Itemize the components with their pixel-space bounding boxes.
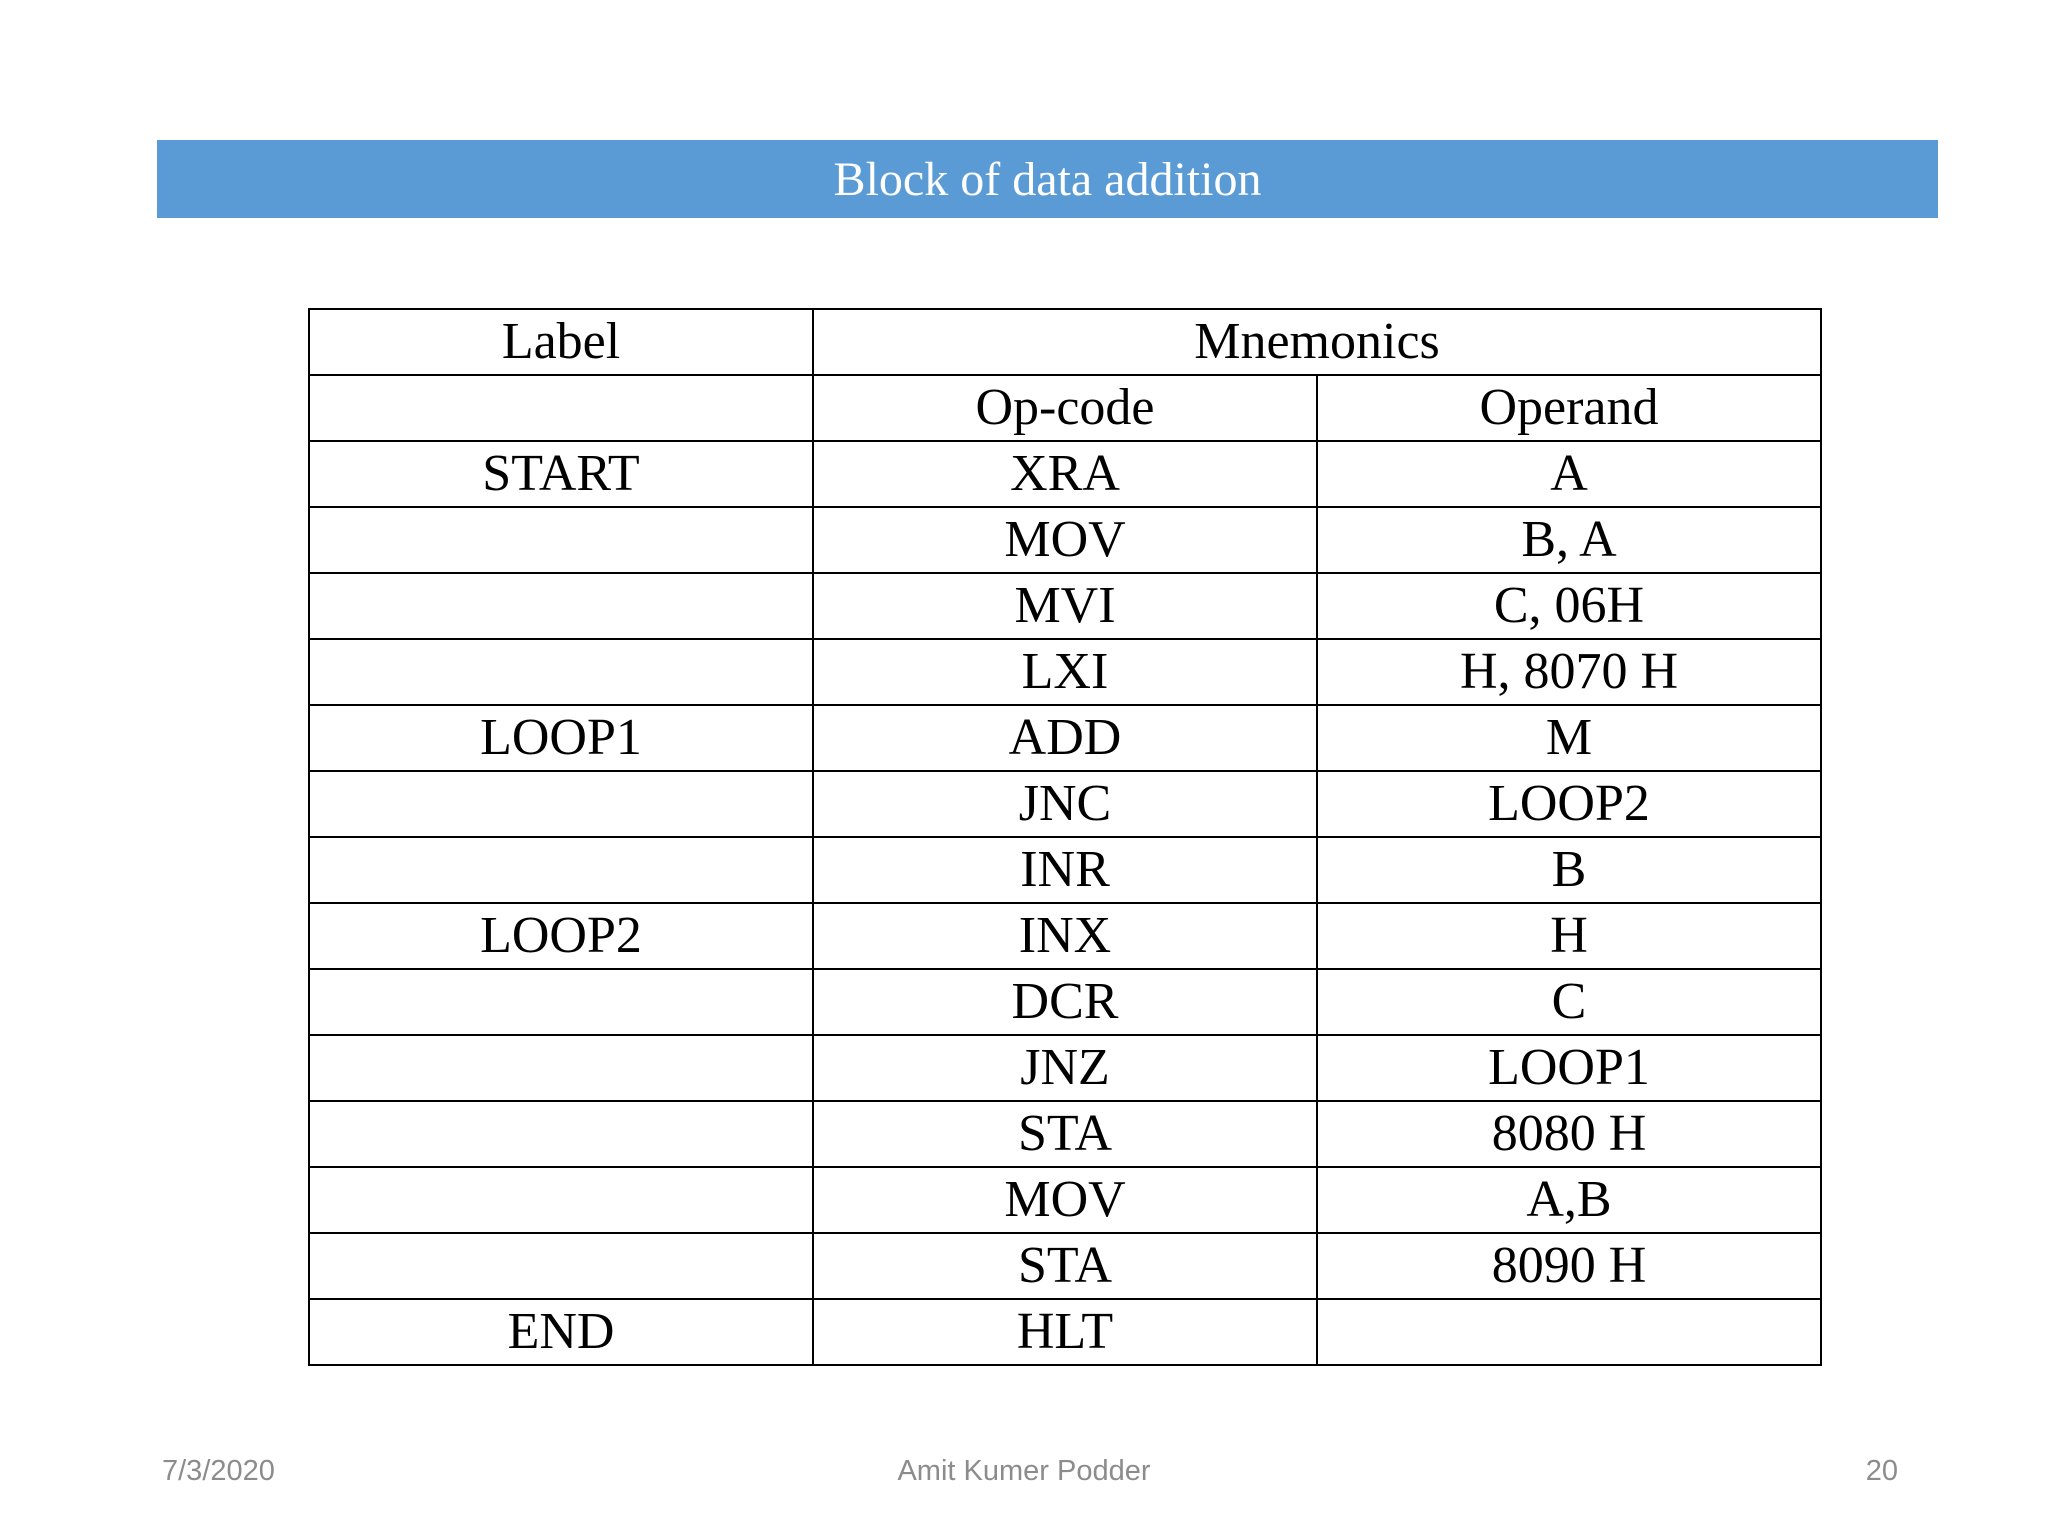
table-row [309,1233,1821,1299]
table-row [309,639,1821,705]
cell-opcode: LXI [813,639,1317,705]
cell-opcode: ADD [813,705,1317,771]
cell-label [309,771,813,837]
footer-page-number: 20 [1865,1455,1898,1487]
header-row-sub [309,375,1821,441]
cell-operand: 8090 H [1317,1233,1821,1299]
cell-operand: B [1317,837,1821,903]
cell-label: END [309,1299,813,1365]
cell-label [309,969,813,1035]
cell-label [309,573,813,639]
cell-operand: LOOP2 [1317,771,1821,837]
cell-operand: C [1317,969,1821,1035]
cell-opcode: MOV [813,1167,1317,1233]
header-label-empty [309,375,813,441]
slide-title: Block of data addition [833,152,1262,206]
cell-opcode: HLT [813,1299,1317,1365]
header-row-main [309,309,1821,375]
cell-label [309,639,813,705]
footer-author: Amit Kumer Podder [897,1455,1151,1487]
cell-operand: B, A [1317,507,1821,573]
header-operand: Operand [1317,375,1821,441]
cell-opcode: INR [813,837,1317,903]
assembly-code-table [308,308,1822,1366]
table-row [309,507,1821,573]
cell-operand: M [1317,705,1821,771]
cell-label: LOOP1 [309,705,813,771]
table-body [309,309,1821,1365]
table-row [309,771,1821,837]
cell-opcode: STA [813,1233,1317,1299]
table-row [309,1167,1821,1233]
table-row [309,837,1821,903]
cell-opcode: XRA [813,441,1317,507]
cell-operand [1317,1299,1821,1365]
cell-label [309,1035,813,1101]
cell-operand: C, 06H [1317,573,1821,639]
footer-date: 7/3/2020 [162,1455,275,1487]
table-row [309,903,1821,969]
cell-label: LOOP2 [309,903,813,969]
header-label: Label [309,309,813,375]
slide-title-bar [157,140,1938,218]
cell-opcode: MOV [813,507,1317,573]
cell-operand: A [1317,441,1821,507]
table-row [309,1101,1821,1167]
table-row [309,1299,1821,1365]
cell-operand: H [1317,903,1821,969]
cell-operand: H, 8070 H [1317,639,1821,705]
header-mnemonics: Mnemonics [813,309,1821,375]
cell-label [309,507,813,573]
cell-operand: 8080 H [1317,1101,1821,1167]
cell-opcode: INX [813,903,1317,969]
header-opcode: Op-code [813,375,1317,441]
cell-label [309,1233,813,1299]
cell-opcode: MVI [813,573,1317,639]
cell-opcode: STA [813,1101,1317,1167]
table-row [309,969,1821,1035]
table-row [309,705,1821,771]
cell-label [309,1101,813,1167]
table-row [309,573,1821,639]
cell-label: START [309,441,813,507]
table-row [309,1035,1821,1101]
table-row [309,441,1821,507]
cell-opcode: JNZ [813,1035,1317,1101]
cell-label [309,837,813,903]
cell-opcode: DCR [813,969,1317,1035]
cell-opcode: JNC [813,771,1317,837]
cell-label [309,1167,813,1233]
cell-operand: LOOP1 [1317,1035,1821,1101]
cell-operand: A,B [1317,1167,1821,1233]
